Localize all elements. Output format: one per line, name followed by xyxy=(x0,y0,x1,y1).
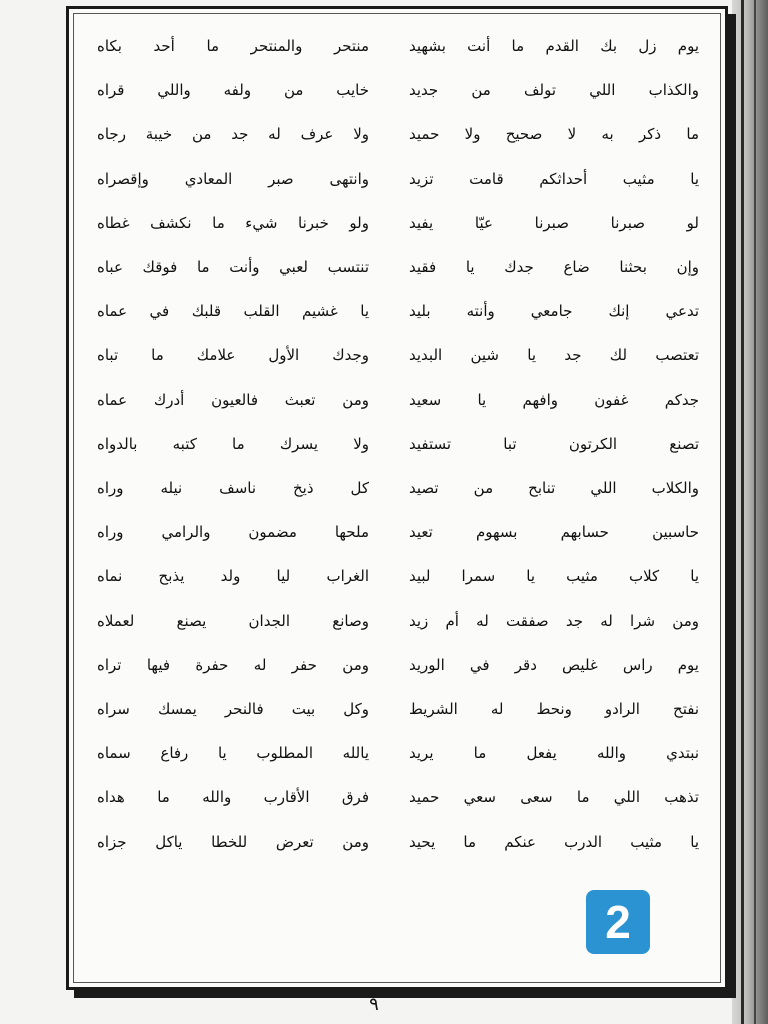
verse-first-hemistich: تذهب اللي ما سعى سعي حميد xyxy=(409,788,699,807)
number-badge: 2 xyxy=(586,890,650,954)
page-frame xyxy=(66,6,728,990)
verse-first-hemistich: تدعي إنك جامعي وأنته بليد xyxy=(409,302,699,321)
verse-second-hemistich: تنتسب لعبي وأنت ما فوقك عباه xyxy=(97,258,369,276)
poem-body xyxy=(69,9,725,987)
verse-first-hemistich: يا مثيب الدرب عنكم ما يحيد xyxy=(409,832,699,851)
verse-second-hemistich: وانتهى صبر المعادي وإقصراه xyxy=(97,169,369,188)
verse-first-hemistich: تعتصب لك جد يا شين البديد xyxy=(409,346,699,365)
spine-edge-line xyxy=(754,0,756,1024)
verse-second-hemistich: فرق الأقارب والله ما هداه xyxy=(97,788,369,807)
verse-second-hemistich: يالله المطلوب يا رفاع سماه xyxy=(97,744,369,763)
verse-second-hemistich: ولو خبرنا شيء ما نكشف غطاه xyxy=(97,213,369,232)
verse-first-hemistich: يا كلاب مثيب يا سمرا لبيد xyxy=(409,567,699,586)
verse-second-hemistich: وكل بيت فالنحر يمسك سراه xyxy=(97,700,369,718)
verse-first-hemistich: يا مثيب أحداثكم قامت تزيد xyxy=(409,169,699,188)
spine-edge-line xyxy=(741,0,744,1024)
book-spine-shadow xyxy=(732,0,768,1024)
verse-first-hemistich: جدكم غفون وافهم يا سعيد xyxy=(409,390,699,409)
verse-first-hemistich: وإن بحثنا ضاع جدك يا فقيد xyxy=(409,258,699,276)
verse-second-hemistich: الغراب ليا ولد يذبح نماه xyxy=(97,567,369,586)
verse-second-hemistich: خايب من ولفه واللي قراه xyxy=(97,81,369,100)
verse-second-hemistich: وصانع الجدان يصنع لعملاه xyxy=(97,611,369,630)
verse-first-hemistich: والكلاب اللي تنابح من تصيد xyxy=(409,479,699,497)
verse-first-hemistich: والكذاب اللي تولف من جديد xyxy=(409,81,699,100)
page-number: ٩ xyxy=(369,994,379,1015)
verse-second-hemistich: ولا يسرك ما كتبه بالدواه xyxy=(97,434,369,453)
verse-second-hemistich: يا غشيم القلب قلبك في عماه xyxy=(97,302,369,321)
verse-first-hemistich: يوم راس غليص دقر في الوريد xyxy=(409,655,699,674)
verse-first-hemistich: نبتدي والله يفعل ما يريد xyxy=(409,744,699,763)
verse-second-hemistich: ملحها مضمون والرامي وراه xyxy=(97,523,369,542)
verse-first-hemistich: لو صبرنا صبرنا عيّا يفيد xyxy=(409,213,699,232)
verse-first-hemistich: نفتح الرادو ونحط له الشريط xyxy=(409,700,699,718)
verse-second-hemistich: منتحر والمنتحر ما أحد بكاه xyxy=(97,37,369,55)
verse-first-hemistich: يوم زل بك القدم ما أنت بشهيد xyxy=(409,37,699,55)
verse-first-hemistich: ما ذكر به لا صحيح ولا حميد xyxy=(409,125,699,144)
verse-second-hemistich: كل ذيخ ناسف نيله وراه xyxy=(97,479,369,497)
verse-first-hemistich: ومن شرا له جد صفقت له أم زيد xyxy=(409,611,699,630)
verse-second-hemistich: وجدك الأول علامك ما تباه xyxy=(97,346,369,365)
verse-second-hemistich: ومن تعبث فالعيون أدرك عماه xyxy=(97,390,369,409)
verse-second-hemistich: ولا عرف له جد من خيبة رجاه xyxy=(97,125,369,144)
verse-first-hemistich: تصنع الكرتون تبا تستفيد xyxy=(409,434,699,453)
verse-first-hemistich: حاسبين حسابهم بسهوم تعيد xyxy=(409,523,699,542)
verse-second-hemistich: ومن تعرض للخطا ياكل جزاه xyxy=(97,832,369,851)
verse-second-hemistich: ومن حفر له حفرة فيها تراه xyxy=(97,655,369,674)
